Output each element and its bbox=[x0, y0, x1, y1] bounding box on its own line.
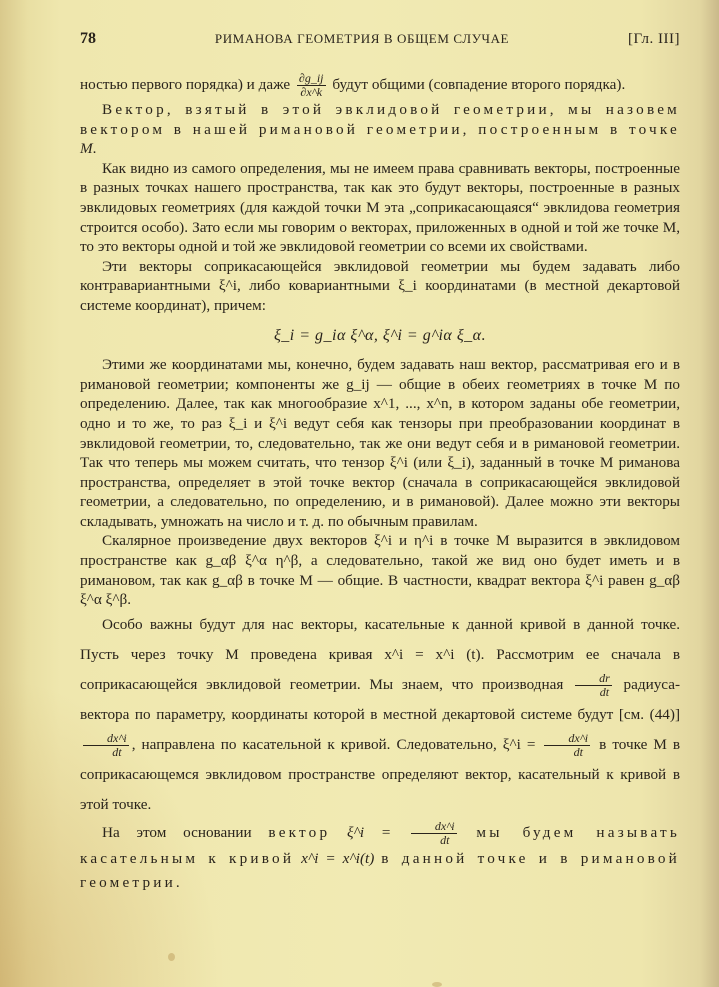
spaced-definition-text: мы будем называть касательным к кривой bbox=[80, 823, 680, 867]
paragraph-continuation bbox=[80, 70, 680, 100]
fraction-denominator: dt bbox=[599, 684, 610, 699]
math-expression: ξ^i = bbox=[347, 823, 392, 841]
text-run: будут общими (совпадение второго порядка). bbox=[332, 76, 626, 93]
display-formula: ξ_i = g_iα ξ^α, ξ^i = g^iα ξ_α. bbox=[273, 326, 487, 344]
fraction-numerator: ∂g_ij bbox=[298, 71, 324, 86]
math-symbol: M bbox=[80, 140, 93, 158]
fraction-denominator: dt bbox=[112, 744, 122, 759]
paragraph: Как видно из самого определения, мы не имеем права сравнивать векторы, построенные в разных точках нашего пространства, так как это будут векторы, построенные в разных эвклидовых геометриях (для каждой точки M эта „соприкасающаяся“ эвклидова геометрия строится особо). Зато если мы говорим о векторах, приложенных в одной и той же точке M, то это векторы одной и той же эвклидовой геометрии со всеми их свойствами. bbox=[80, 159, 680, 256]
fraction-numerator: dr bbox=[575, 672, 612, 686]
derivative-fraction bbox=[83, 732, 129, 759]
fraction-numerator: dx^i bbox=[411, 820, 457, 834]
page-header bbox=[80, 30, 680, 52]
fraction-numerator: dx^i bbox=[83, 732, 129, 746]
fraction-numerator: dx^i bbox=[544, 732, 590, 746]
text-run: Особо важны будут для нас векторы, касательные к данной кривой в данной точке. Пусть через точку M проведена кривая x^i = x^i (t). Рассмотрим ее сначала в соприкасающейся эвклидовой геометрии. Мы знаем, что производная bbox=[80, 615, 680, 693]
spaced-definition-text: вектор bbox=[268, 823, 331, 841]
paragraph: Этими же координатами мы, конечно, будем задавать наш вектор, рассматривая его и в римановой геометрии; компоненты же g_ij — общие в обеих геометриях в точке M по определению. Далее, так как многообразие x^1, ..., x^n, в котором заданы обе геометрии, одно и то же, то раз ξ_i и ξ^i ведут себя как тензоры при преобразовании координат в эвклидовой геометрии, то, следовательно, так же они ведут себя и в римановой геометрии. Так что теперь мы можем считать, что тензор ξ^i (или ξ_i), заданный в точке M риманова пространства, определяет в этой точке вектор (сначала в соприкасающейся эвклидовой геометрии, а следовательно, по определению, и в римановой). Далее можно эти векторы складывать, умножать на число и т. д. по обычным правилам. bbox=[80, 356, 680, 530]
paragraph-definition-tangent bbox=[80, 820, 680, 895]
fraction-denominator: dt bbox=[440, 832, 450, 847]
text-run: радиуса-вектора по параметру, координаты которой в местной декартовой системе будут [см. (44)] bbox=[80, 675, 681, 723]
paragraph: Эти векторы соприкасающейся эвклидовой геометрии мы будем задавать либо контравариантными ξ^i, либо ковариантными ξ_i координатами (в местной декартовой системе координат), причем: bbox=[80, 257, 680, 314]
text-run: ностью первого порядка) и даже bbox=[80, 76, 291, 93]
body-text bbox=[80, 70, 680, 895]
spaced-definition-text: Вектор, взятый в этой эвклидовой геометрии, мы назовем вектором в нашей римановой геометрии, построенным в точке bbox=[80, 101, 680, 138]
derivative-fraction bbox=[575, 672, 612, 699]
text-run: , направлена по касательной к кривой. Следовательно, ξ^i = bbox=[131, 735, 536, 753]
text-run: . bbox=[92, 140, 97, 158]
fraction-denominator: ∂x^k bbox=[300, 85, 323, 100]
fraction-denominator: dt bbox=[573, 744, 583, 759]
paragraph-tangent-vectors bbox=[80, 610, 680, 820]
math-expression: x^i = x^i(t) bbox=[301, 849, 375, 867]
running-title: РИМАНОВА ГЕОМЕТРИЯ В ОБЩЕМ СЛУЧАЕ bbox=[214, 31, 510, 46]
page-number: 78 bbox=[80, 30, 96, 47]
chapter-reference: [Гл. III] bbox=[627, 31, 680, 47]
paper-stain bbox=[168, 953, 175, 961]
paper-stain bbox=[432, 982, 442, 987]
paragraph: Скалярное произведение двух векторов ξ^i и η^i в точке M выразится в эвклидовом пространстве как g_αβ ξ^α η^β, а следовательно, такой же вид оно будет иметь и в римановом, так как g_αβ в точке M — общие. В частности, квадрат вектора ξ^i равен g_αβ ξ^α ξ^β. bbox=[80, 532, 680, 609]
derivative-fraction bbox=[544, 732, 590, 759]
spaced-definition-text: в данной точке и в римановой геометрии. bbox=[80, 849, 681, 891]
text-run: в точке M в соприкасающемся эвклидовом пространстве определяют вектор, касательный к кривой в этой точке. bbox=[80, 735, 680, 813]
paragraph-definition bbox=[80, 100, 680, 159]
text-run: На этом основании bbox=[102, 823, 252, 841]
derivative-fraction bbox=[411, 820, 457, 847]
partial-derivative-fraction bbox=[297, 72, 326, 99]
